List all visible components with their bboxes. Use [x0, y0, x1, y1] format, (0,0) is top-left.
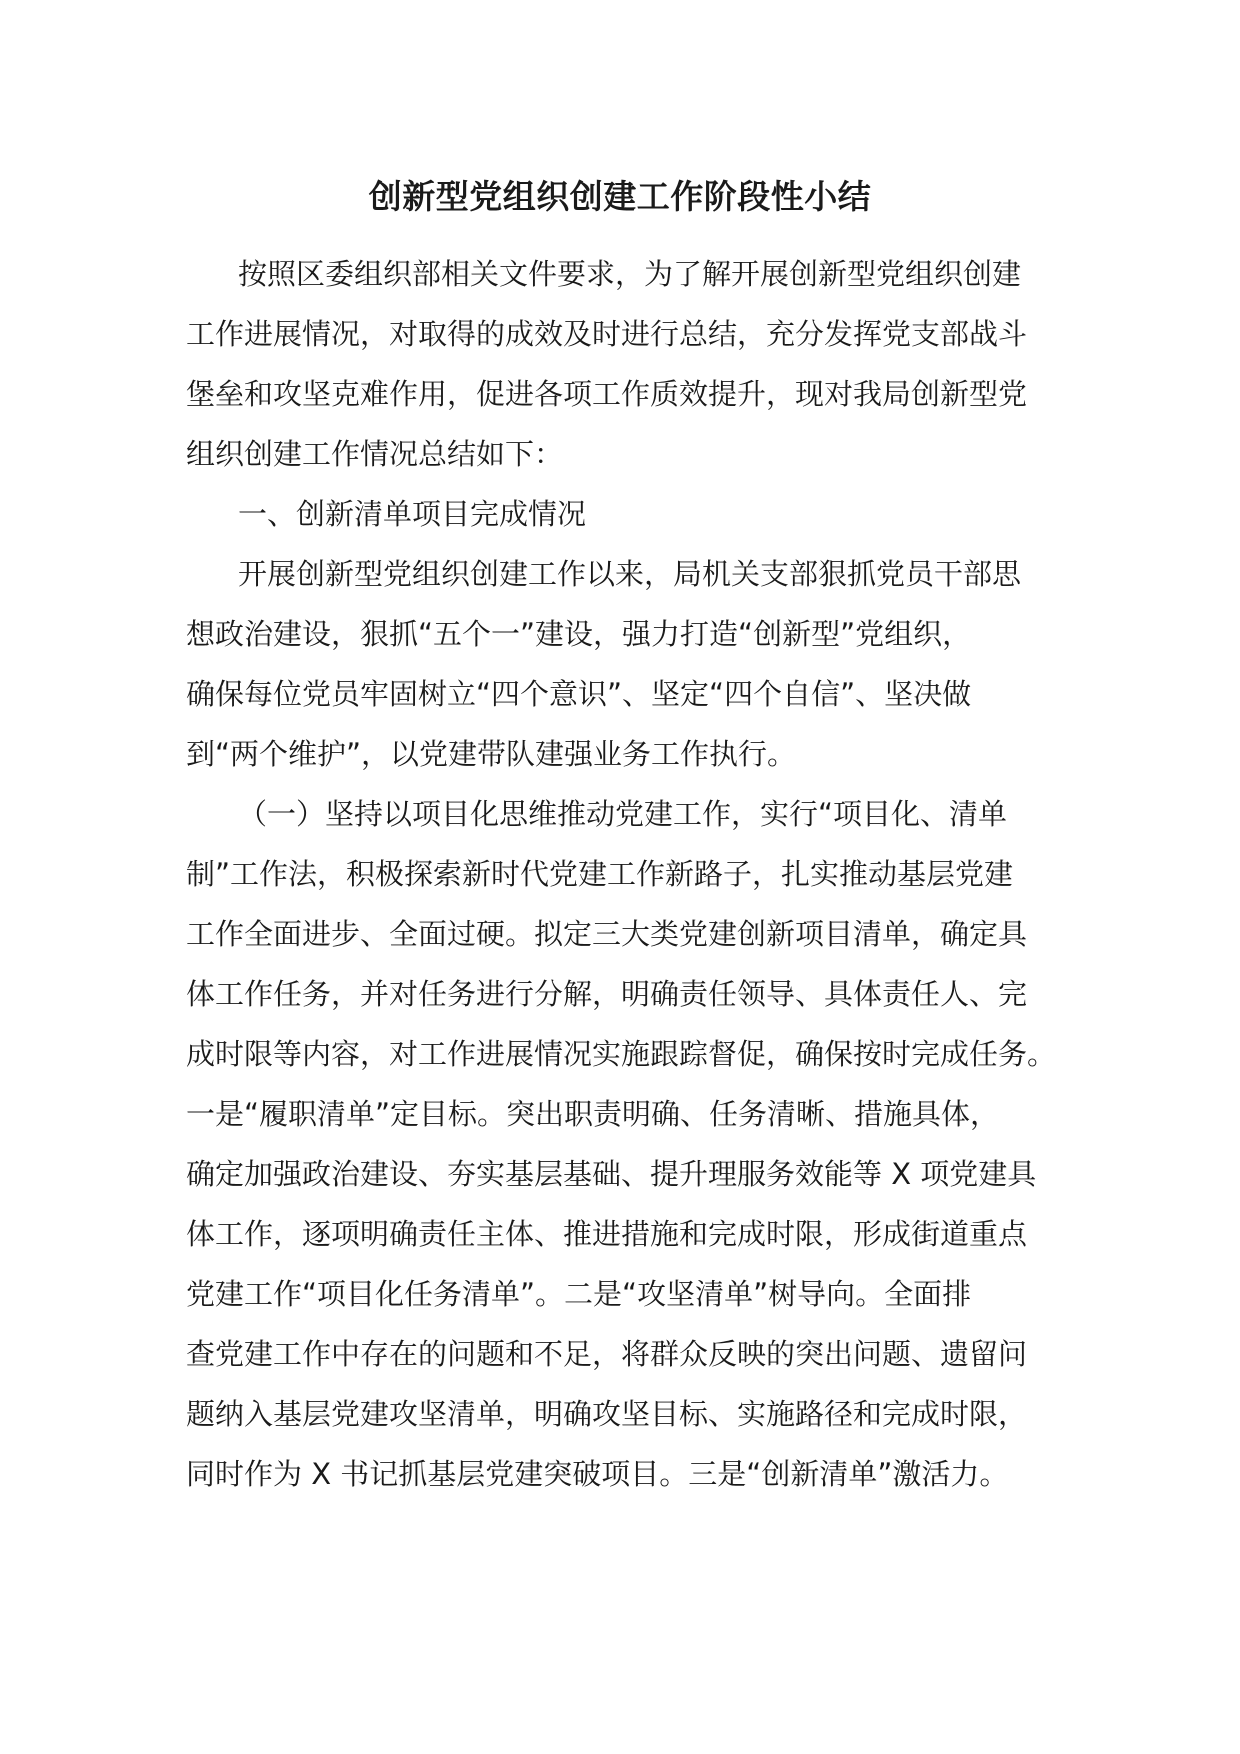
body-text-line: 同时作为 X 书记抓基层党建突破项目。三是“创新清单”激活力。	[186, 1457, 1009, 1491]
body-text-line: 工作进展情况，对取得的成效及时进行总结，充分发挥党支部战斗	[186, 317, 1028, 351]
body-text-line: 题纳入基层党建攻坚清单，明确攻坚目标、实施路径和完成时限，	[186, 1397, 1028, 1431]
section-heading: 一、创新清单项目完成情况	[238, 497, 587, 531]
body-text-line: （一）坚持以项目化思维推动党建工作，实行“项目化、清单	[238, 797, 1008, 831]
body-text-line: 想政治建设，狠抓“五个一”建设，强力打造“创新型”党组织，	[186, 617, 972, 651]
body-text-line: 开展创新型党组织创建工作以来，局机关支部狠抓党员干部思	[238, 557, 1022, 591]
body-text-line: 工作全面进步、全面过硬。拟定三大类党建创新项目清单，确定具	[186, 917, 1028, 951]
body-text-line: 制”工作法，积极探索新时代党建工作新路子，扎实推动基层党建	[186, 857, 1014, 891]
body-text-line: 到“两个维护”，以党建带队建强业务工作执行。	[186, 737, 797, 771]
body-text-line: 成时限等内容，对工作进展情况实施跟踪督促，确保按时完成任务。	[186, 1037, 1057, 1071]
body-text-line: 体工作，逐项明确责任主体、推进措施和完成时限，形成街道重点	[186, 1217, 1028, 1251]
document-title: 创新型党组织创建工作阶段性小结	[368, 177, 872, 216]
body-text-line: 查党建工作中存在的问题和不足，将群众反映的突出问题、遗留问	[186, 1337, 1028, 1371]
body-text-line: 确定加强政治建设、夯实基层基础、提升理服务效能等 X 项党建具	[186, 1157, 1037, 1191]
body-text-line: 党建工作“项目化任务清单”。二是“攻坚清单”树导向。全面排	[186, 1277, 972, 1311]
body-text-line: 确保每位党员牢固树立“四个意识”、坚定“四个自信”、坚决做	[186, 677, 972, 711]
body-text-line: 按照区委组织部相关文件要求，为了解开展创新型党组织创建	[238, 257, 1022, 291]
body-text-line: 堡垒和攻坚克难作用，促进各项工作质效提升，现对我局创新型党	[186, 377, 1028, 411]
body-text-line: 体工作任务，并对任务进行分解，明确责任领导、具体责任人、完	[186, 977, 1028, 1011]
body-text-line: 组织创建工作情况总结如下：	[186, 437, 564, 471]
body-text-line: 一是“履职清单”定目标。突出职责明确、任务清晰、措施具体，	[186, 1097, 1000, 1131]
